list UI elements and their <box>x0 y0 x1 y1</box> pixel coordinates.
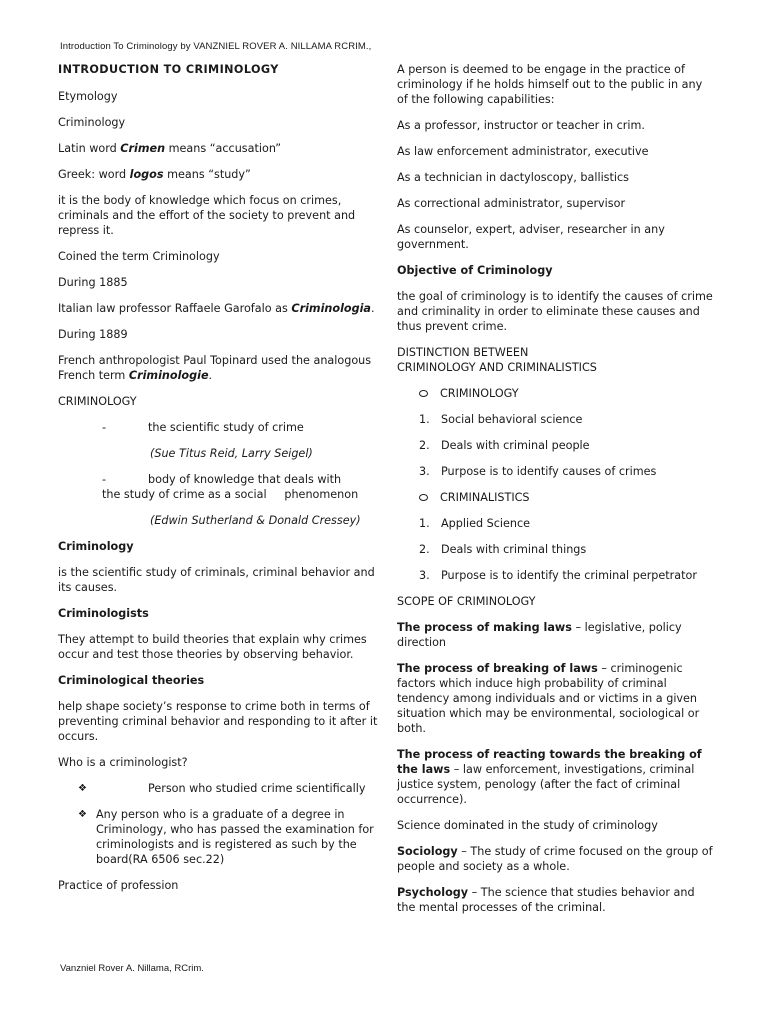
coined-label: Coined the term Criminology <box>58 250 220 263</box>
list-number: 2. <box>419 543 430 556</box>
latin-prefix: Latin word <box>58 142 121 155</box>
page-header: Introduction To Criminology by VANZNIEL ROVER A. NILLAMA RCRIM., <box>60 41 372 52</box>
theories-heading: Criminological theories <box>58 674 205 687</box>
list-item <box>397 568 715 583</box>
dash-marker: - <box>102 473 107 486</box>
scope-term: The process of reacting towards the breaking of the laws <box>397 748 702 776</box>
during-1885: During 1885 <box>58 276 128 289</box>
list-heading-text: CRIMINALISTICS <box>440 491 530 504</box>
capability-5: As counselor, expert, adviser, researcher in any government. <box>397 223 665 251</box>
citation-2: (Edwin Sutherland & Donald Cressey) <box>150 514 361 527</box>
bullet-text: Any person who is a graduate of a degree in Criminology, who has passed the examination for criminologists and is registered as such by the board(RA 6506 sec.22) <box>96 808 374 866</box>
list-item <box>397 542 715 557</box>
dash-text: the scientific study of crime <box>148 421 304 434</box>
criminology-list-heading <box>397 386 715 401</box>
criminology-definition: is the scientific study of criminals, criminal behavior and its causes. <box>58 566 375 594</box>
greek-line <box>58 167 378 182</box>
during-1889: During 1889 <box>58 328 128 341</box>
latin-suffix: means “accusation” <box>165 142 282 155</box>
practice-label: Practice of profession <box>58 879 179 892</box>
list-number: 3. <box>419 465 430 478</box>
list-number: 2. <box>419 439 430 452</box>
list-text: Applied Science <box>441 517 530 530</box>
dash-text-b: the study of crime as a social phenomenon <box>102 488 359 501</box>
psychology-text: – The science that studies behavior and the mental processes of the criminal. <box>397 886 695 914</box>
topinard-line <box>58 353 378 383</box>
scope-text: – criminogenic factors which induce high probability of criminal tendency among individuals and or victims in a given situation which may be environmental, sociological or both. <box>397 662 700 735</box>
scope-heading: SCOPE OF CRIMINOLOGY <box>397 595 536 608</box>
scope-text: – legislative, policy direction <box>397 621 682 649</box>
distinction-line-1: DISTINCTION BETWEEN <box>397 346 529 359</box>
criminology-caps: CRIMINOLOGY <box>58 395 137 408</box>
latin-term: Crimen <box>120 142 166 155</box>
practice-intro: A person is deemed to be engage in the practice of criminology if he holds himself out to the public in any of the following capabilities: <box>397 63 703 106</box>
topinard-prefix: French anthropologist Paul Topinard used the analogous French term <box>58 354 372 382</box>
who-bullet-2 <box>58 807 378 867</box>
dash-text-a: body of knowledge that deals with <box>148 473 342 486</box>
list-text: Purpose is to identify causes of crimes <box>441 465 657 478</box>
list-number: 1. <box>419 517 430 530</box>
list-text: Social behavioral science <box>441 413 583 426</box>
science-dominated: Science dominated in the study of criminology <box>397 819 658 832</box>
criminalistics-list-heading <box>397 490 715 505</box>
criminology-heading: Criminology <box>58 540 134 553</box>
theories-definition: help shape society’s response to crime both in terms of preventing criminal behavior and responding to it after it occurs. <box>58 700 378 743</box>
definition-dash-2 <box>58 472 378 502</box>
criminologists-definition: They attempt to build theories that explain why crimes occur and test those theories by observing behavior. <box>58 633 367 661</box>
document-title: INTRODUCTION TO CRIMINOLOGY <box>58 63 279 76</box>
capability-2: As law enforcement administrator, executive <box>397 145 649 158</box>
garofalo-term: Criminologia <box>291 302 371 315</box>
citation-1: (Sue Titus Reid, Larry Seigel) <box>150 447 313 460</box>
list-text: Purpose is to identify the criminal perpetrator <box>441 569 697 582</box>
garofalo-line <box>58 301 378 316</box>
greek-suffix: means “study” <box>163 168 251 181</box>
garofalo-prefix: Italian law professor Raffaele Garofalo as <box>58 302 292 315</box>
left-column <box>58 62 378 904</box>
sociology-entry <box>397 844 715 874</box>
topinard-suffix: . <box>208 369 213 382</box>
objective-definition: the goal of criminology is to identify the causes of crime and criminality in order to eliminate these causes and thus prevent crime. <box>397 290 713 333</box>
greek-term: logos <box>129 168 164 181</box>
list-item <box>397 438 715 453</box>
list-number: 3. <box>419 569 430 582</box>
capability-1: As a professor, instructor or teacher in crim. <box>397 119 645 132</box>
greek-prefix: Greek: word <box>58 168 130 181</box>
capability-3: As a technician in dactyloscopy, ballistics <box>397 171 629 184</box>
dash-marker: - <box>102 421 107 434</box>
capability-4: As correctional administrator, supervisor <box>397 197 626 210</box>
bullet-text: Person who studied crime scientifically <box>148 782 366 795</box>
sociology-text: – The study of crime focused on the group of people and society as a whole. <box>397 845 713 873</box>
scope-breaking-laws <box>397 661 715 736</box>
who-bullet-1 <box>58 781 378 796</box>
definition-dash-1 <box>58 420 378 435</box>
list-item <box>397 516 715 531</box>
circle-bullet-icon <box>419 390 428 397</box>
list-text: Deals with criminal people <box>441 439 590 452</box>
right-column <box>397 62 715 926</box>
list-item <box>397 412 715 427</box>
body-definition: it is the body of knowledge which focus on crimes, criminals and the effort of the society to prevent and repress it. <box>58 194 356 237</box>
scope-text: – law enforcement, investigations, criminal justice system, penology (after the fact of criminal occurrence). <box>397 763 695 806</box>
scope-term: The process of breaking of laws <box>397 662 598 675</box>
latin-line <box>58 141 378 156</box>
list-text: Deals with criminal things <box>441 543 587 556</box>
page-footer: Vanzniel Rover A. Nillama, RCrim. <box>60 963 204 974</box>
scope-making-laws <box>397 620 715 650</box>
diamond-bullet-icon: ❖ <box>78 809 87 820</box>
distinction-line-2: CRIMINOLOGY AND CRIMINALISTICS <box>397 361 597 374</box>
sociology-term: Sociology <box>397 845 458 858</box>
etymology-label: Etymology <box>58 90 118 103</box>
scope-reacting <box>397 747 715 807</box>
circle-bullet-icon <box>419 494 428 501</box>
diamond-bullet-icon: ❖ <box>78 783 87 794</box>
garofalo-suffix: . <box>370 302 375 315</box>
objective-heading: Objective of Criminology <box>397 264 553 277</box>
psychology-entry <box>397 885 715 915</box>
psychology-term: Psychology <box>397 886 469 899</box>
criminology-word: Criminology <box>58 116 126 129</box>
criminologists-heading: Criminologists <box>58 607 149 620</box>
distinction-heading <box>397 345 715 375</box>
list-item <box>397 464 715 479</box>
who-question: Who is a criminologist? <box>58 756 188 769</box>
list-heading-text: CRIMINOLOGY <box>440 387 519 400</box>
scope-term: The process of making laws <box>397 621 572 634</box>
topinard-term: Criminologie <box>128 369 209 382</box>
list-number: 1. <box>419 413 430 426</box>
